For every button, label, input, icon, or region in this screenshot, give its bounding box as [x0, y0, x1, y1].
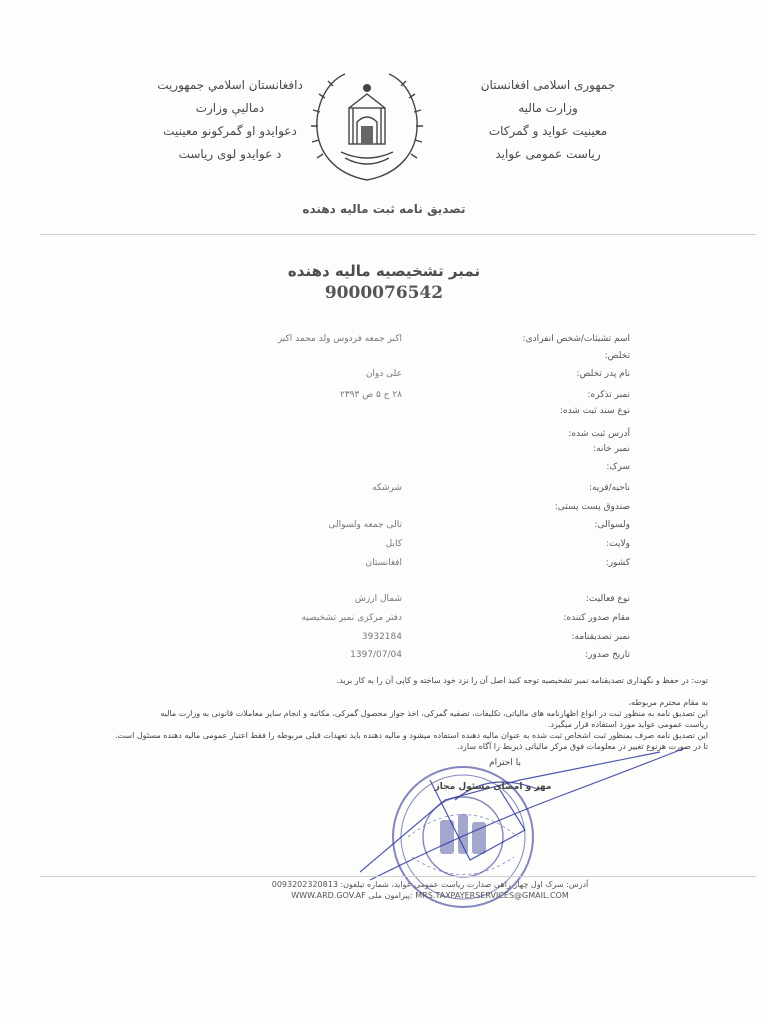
field-row	[230, 558, 630, 575]
field-row	[230, 390, 630, 407]
header-pashto-line: د عوايدو لوى رياست	[178, 147, 282, 161]
field-label: نمبر تصدیقنامه:	[571, 632, 630, 642]
header-dari-line: معینیت عواید و گمرکات	[488, 124, 608, 138]
field-row	[230, 539, 630, 556]
field-value: کابل	[385, 539, 402, 549]
header-pashto-line: دعوايدو او گمركونو معينيت	[163, 124, 297, 138]
field-row	[230, 613, 630, 630]
signature-closing: با احترام	[489, 758, 521, 768]
field-row	[230, 520, 630, 537]
field-row	[230, 369, 630, 386]
field-label: نمبر تذکره:	[587, 390, 630, 400]
field-value: اکبر جمعه فردوس ولد محمد اکبر	[277, 334, 402, 344]
field-row	[230, 351, 630, 368]
header-dari	[448, 74, 648, 166]
field-label: صندوق پست پستی:	[554, 502, 630, 512]
field-value: 1397/07/04	[350, 650, 402, 660]
field-label: اسم تشبثات/شخص انفرادی:	[522, 334, 630, 344]
field-label: تخلص:	[604, 351, 630, 361]
field-row	[230, 632, 630, 649]
footer-web: WWW.ARD.GOV.AF پیرامون ملی: MRS.TAXPAYERSERVICES@GMAIL.COM	[291, 891, 569, 900]
header-pashto-line: دافغانستان اسلامي جمهوريت	[157, 78, 303, 92]
field-row	[230, 462, 630, 479]
field-row	[230, 444, 630, 461]
field-label: ناحیه/قریه:	[588, 483, 630, 493]
tin-number: 9000076542	[324, 283, 444, 303]
field-value: شمال ارزش	[354, 594, 402, 604]
field-label: سرک:	[606, 462, 630, 472]
national-emblem-icon	[305, 62, 429, 186]
header-divider	[40, 234, 756, 235]
field-value: علی دوان	[365, 369, 402, 379]
footer-divider	[40, 876, 756, 877]
note-line: تا در صورت هرنوع تغییر در معلومات فوق مرکز مالیاتی ذیربط را آگاه سازد.	[456, 742, 708, 751]
field-label: مقام صدور کننده:	[563, 613, 630, 623]
note-line: توت: در حفظ و نگهداری تصدیقنامه نمبر تشخیصیه توجه کنید اصل آن را نزد خود ساخته و کاپی آن را به کار برید.	[336, 676, 708, 685]
field-value: ٢٨ ج ۵ ص ٢٣٩٣	[340, 390, 402, 400]
field-label: آدرس ثبت شده:	[568, 429, 630, 439]
header-pashto	[130, 74, 330, 166]
field-label: نام پدر تخلص:	[576, 369, 630, 379]
field-row	[230, 502, 630, 519]
field-row	[230, 406, 630, 423]
note-line: این تصدیق نامه صرف بمنظور ثبت اشخاص ثبت شده به عنوان مالیه دهنده استفاده میشود و مالیه دهنده باید تعهدات قبلی مربوطه را فقط اعتبار عمومی مالیه دهنده مسئول است.	[115, 731, 708, 740]
note-line: این تصدیق نامه به منظور ثبت در انواع اظهارنامه های مالیاتی، تکلیفات، تصفیه گمرکی، اخذ جواز محصول گمرکی، مکاتبه و انجام سایر معاملات قانونی به وزارت مالیه	[160, 709, 708, 718]
field-label: ولسوالی:	[594, 520, 630, 530]
field-row	[230, 650, 630, 667]
tin-label: نمبر تشخیصیه مالیه دهنده	[287, 262, 481, 280]
field-label: کشور:	[605, 558, 630, 568]
signature-title: مهر و امضای مسئول مجاز	[434, 782, 552, 792]
field-value: تالی جمعه ولسوالی	[328, 520, 402, 530]
header-dari-line: وزارت مالیه	[518, 101, 578, 115]
footer-address: آدرس: سرک اول چهار راهی صدارت ریاست عمومی عواید، شماره تیلفون: 0093202320813	[271, 880, 589, 889]
field-value: دفتر مرکزی نمبر تشخیصیه	[301, 613, 402, 623]
field-label: نوع فعالیت:	[585, 594, 630, 604]
field-label: ولایت:	[606, 539, 630, 549]
field-label: نمبر خانه:	[593, 444, 630, 454]
field-label: تاریخ صدور:	[585, 650, 630, 660]
field-value: 3932184	[361, 632, 402, 642]
field-label: نوع سند ثبت شده:	[559, 406, 630, 416]
header-dari-line: جمهوری اسلامی افغانستان	[480, 78, 616, 92]
field-value: شرشکه	[372, 483, 402, 493]
field-row	[230, 594, 630, 611]
field-row	[230, 483, 630, 500]
note-line: به مقام محترم مربوطه،	[628, 698, 708, 707]
document-title: تصدیق نامه ثبت مالیه دهنده	[302, 202, 466, 216]
header-pashto-line: دماليې وزارت	[195, 101, 265, 115]
field-row	[230, 334, 630, 351]
note-line: ریاست عمومی عواید مورد استفاده قرار میگیرد.	[547, 720, 708, 729]
header-dari-line: ریاست عمومی عواید	[495, 147, 601, 161]
field-value: افغانستان	[365, 558, 402, 568]
